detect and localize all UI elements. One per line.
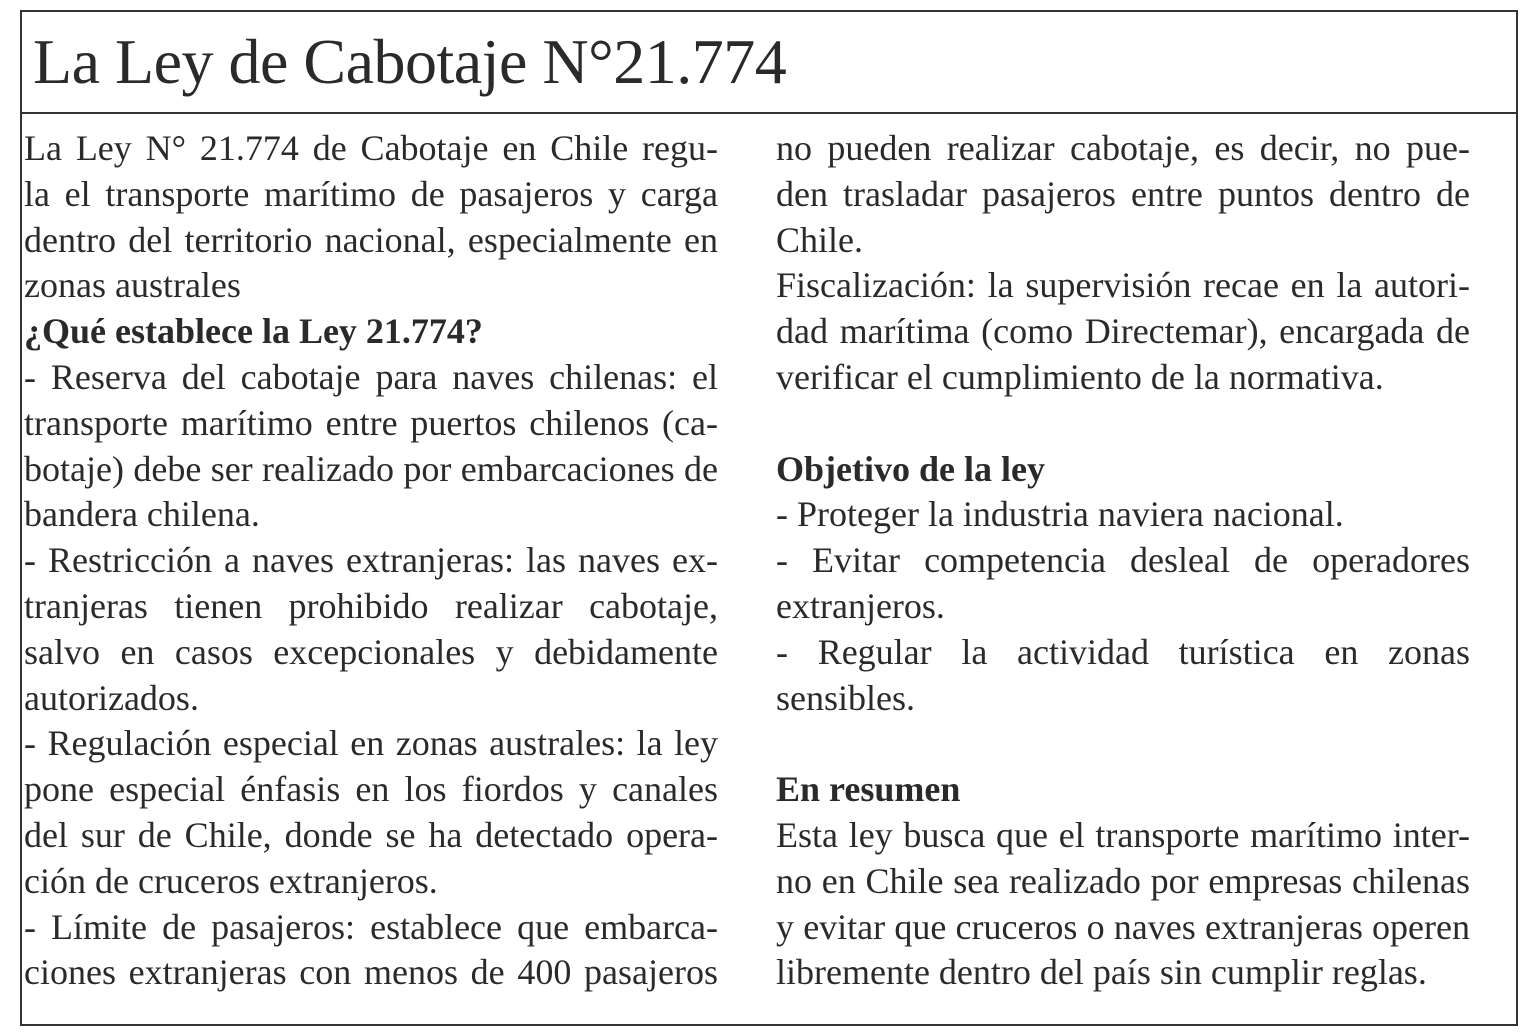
paragraph-line: - Regulación especial en zonas australes: la ley [24, 723, 718, 764]
paragraph-line: dentro del territorio nacional, especialmente en [24, 219, 718, 260]
section-heading: En resumen [776, 769, 961, 810]
paragraph-line: Fiscalización: la supervisión recae en la autori- [776, 265, 1470, 306]
paragraph-line: y evitar que cruceros o naves extranjeras operen [776, 906, 1470, 947]
paragraph-line: sensibles. [776, 677, 915, 718]
paragraph-gap [776, 401, 1470, 447]
section-heading: Objetivo de la ley [776, 448, 1045, 489]
paragraph-line: la el transporte marítimo de pasajeros y carga [24, 173, 718, 214]
paragraph-line: ciones extranjeras con menos de 400 pasajeros [24, 952, 718, 993]
paragraph-line: no pueden realizar cabotaje, es decir, no pue- [776, 128, 1470, 168]
paragraph-line: den trasladar pasajeros entre puntos dentro de [776, 173, 1470, 214]
paragraph-line: extranjeros. [776, 585, 945, 626]
paragraph-line: - Reserva del cabotaje para naves chilenas: el [24, 356, 718, 397]
paragraph-line: - Restricción a naves extranjeras: las naves ex- [24, 540, 718, 581]
paragraph-line: - Proteger la industria naviera nacional. [776, 494, 1344, 535]
paragraph-line: transporte marítimo entre puertos chilenos (ca- [24, 402, 718, 443]
paragraph-line: libremente dentro del país sin cumplir reglas. [776, 952, 1427, 993]
section-heading: ¿Qué establece la Ley 21.774? [24, 311, 483, 352]
paragraph-line: Chile. [776, 219, 863, 260]
paragraph-line: verificar el cumplimiento de la normativa. [776, 356, 1384, 397]
title-bar [22, 12, 1516, 114]
paragraph-line: La Ley N° 21.774 de Cabotaje en Chile regu- [24, 128, 718, 168]
paragraph-line: del sur de Chile, donde se ha detectado opera- [24, 814, 718, 855]
paragraph-line: bandera chilena. [24, 494, 260, 535]
paragraph-line: - Regular la actividad turística en zonas [776, 631, 1470, 672]
paragraph-line: tranjeras tienen prohibido realizar cabotaje, [24, 585, 718, 626]
paragraph-line: botaje) debe ser realizado por embarcaciones de [24, 448, 718, 489]
paragraph-line: autorizados. [24, 677, 199, 718]
paragraph-line: - Evitar competencia desleal de operadores [776, 540, 1470, 581]
paragraph-line: salvo en casos excepcionales y debidamente [24, 631, 718, 672]
paragraph-gap [776, 721, 1470, 767]
paragraph-line: ción de cruceros extranjeros. [24, 860, 438, 901]
paragraph-line: Esta ley busca que el transporte marítimo inter- [776, 814, 1470, 855]
paragraph-line: pone especial énfasis en los fiordos y canales [24, 769, 718, 810]
paragraph-line: no en Chile sea realizado por empresas chilenas [776, 860, 1470, 901]
article-title: La Ley de Cabotaje N°21.774 [33, 26, 787, 97]
paragraph-line: dad marítima (como Directemar), encargada de [776, 311, 1470, 352]
paragraph-line: - Límite de pasajeros: establece que embarca- [24, 906, 718, 947]
left-column [24, 126, 718, 996]
paragraph-line: zonas australes [24, 265, 241, 306]
right-column [776, 126, 1470, 996]
